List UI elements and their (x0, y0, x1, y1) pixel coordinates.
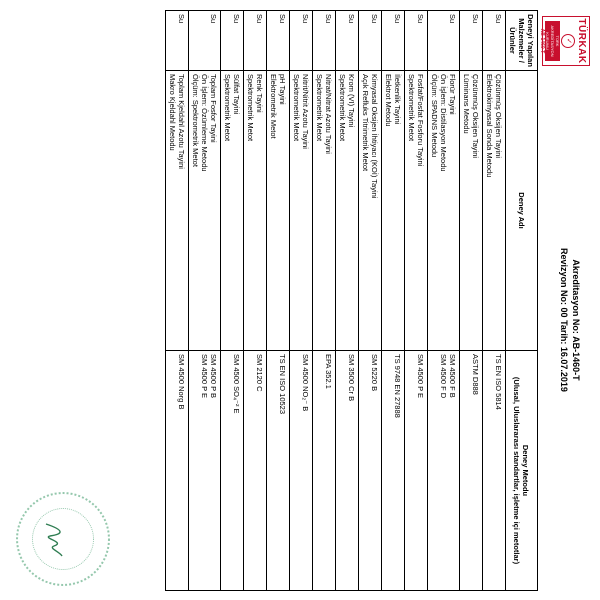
cell-test-name (428, 71, 460, 351)
revision-info: Revizyon No: 00 Tarih: 16.07.2019 (559, 248, 569, 392)
cell-test-name (189, 71, 221, 351)
test-name-line: Çözünmüş Oksijen Tayini (494, 74, 503, 159)
test-name-line: Elektrometrik Metot (269, 74, 278, 139)
table-row (189, 11, 221, 591)
cell-test-name (166, 71, 189, 351)
logo-emblem-icon: ✓ (561, 34, 575, 48)
test-name-line: Toplam Fosfor Tayini (209, 74, 218, 143)
cell-test-name (336, 71, 359, 351)
cell-test-method (221, 351, 244, 591)
document-title (558, 170, 582, 470)
logo-brand: TÜRKAK (576, 18, 587, 64)
test-name-line: Elektrokimyasal Sonda Metodu (485, 74, 494, 178)
cell-test-method (290, 351, 313, 591)
cell-test-method (428, 351, 460, 591)
test-name-line: Sülfat Tayini (232, 74, 241, 115)
table-row (483, 11, 506, 591)
table-row (166, 11, 189, 591)
header-test-name: Deney Adı (506, 71, 538, 351)
test-method-line: TS EN ISO 5814 (494, 354, 503, 410)
cell-test-name (405, 71, 428, 351)
table-row (290, 11, 313, 591)
test-method-line: SM 4500 SO₄⁻² E (232, 354, 241, 414)
cell-test-method (313, 351, 336, 591)
table-header-row (506, 11, 538, 591)
test-name-line: Ölçüm: SPADNS Metodu (430, 74, 439, 158)
cell-test-name (460, 71, 483, 351)
table-row (428, 11, 460, 591)
header-method-sub: (Ulusal, Uluslararası standartlar, işletme içi metotlar) (512, 376, 522, 565)
turkak-logo (539, 16, 590, 66)
cell-material: Su (382, 11, 405, 71)
table-row (313, 11, 336, 591)
test-method-line: SM 4500 F B (448, 354, 457, 398)
cell-test-method (244, 351, 267, 591)
cell-test-method (405, 351, 428, 591)
test-name-line: Spektrometrik Metot (315, 74, 324, 142)
test-name-line: Kimyasal Oksijen İhtiyacı (KOİ) Tayini (370, 74, 379, 199)
table-body (166, 11, 506, 591)
cell-material: Su (336, 11, 359, 71)
cell-material: Su (189, 11, 221, 71)
test-name-line: Florür Tayini (448, 74, 457, 115)
accreditation-table (165, 10, 538, 591)
cell-material: Su (166, 11, 189, 71)
header-material: Deneyi Yapılan Malzemeler / Ürünler (506, 11, 538, 71)
cell-test-name (244, 71, 267, 351)
test-name-line: Renk Tayini (255, 74, 264, 113)
cell-test-name (483, 71, 506, 351)
cell-material: Su (267, 11, 290, 71)
test-name-line: Makro Kjeldahl Metodu (168, 74, 177, 151)
test-name-line: Spektrometrik Metot (338, 74, 347, 142)
test-method-line: SM 4500 P E (416, 354, 425, 399)
table-row (405, 11, 428, 591)
cell-test-name (290, 71, 313, 351)
cell-test-name (382, 71, 405, 351)
test-name-line: Ön İşlem: Distilasyon Metodu (439, 74, 448, 172)
test-name-line: Nitrat/Nitrat Azotu Tayini (324, 74, 333, 154)
test-name-line: Açık Refluks Titrimetrik Metot (361, 74, 370, 172)
test-method-line: SM 4500 P E (200, 354, 209, 399)
cell-material: Su (313, 11, 336, 71)
test-name-line: Nitrit/Nitrit Azotu Tayini (301, 74, 310, 149)
cell-test-method (267, 351, 290, 591)
table-row (244, 11, 267, 591)
test-method-line: SM 4500 P B (209, 354, 218, 399)
header-test-method (506, 351, 538, 591)
document-header (540, 10, 592, 590)
test-name-line: Çözünmüş Oksijen Tayini (471, 74, 480, 159)
test-method-line: EPA 352.1 (324, 354, 333, 389)
test-method-line: SM 5220 B (370, 354, 379, 392)
cell-test-method (166, 351, 189, 591)
test-name-line: Krom (VI) Tayini (347, 74, 356, 128)
test-method-line: TS 9748 EN 27888 (393, 354, 402, 418)
cell-material: Su (221, 11, 244, 71)
cell-material: Su (405, 11, 428, 71)
cell-test-method (359, 351, 382, 591)
test-method-line: SM 3500 Cr B (347, 354, 356, 402)
test-name-line: Ön İşlem: Özümleme Metodu (200, 74, 209, 172)
cell-test-method (382, 351, 405, 591)
cell-test-method (336, 351, 359, 591)
cell-material: Su (460, 11, 483, 71)
table-row (336, 11, 359, 591)
test-name-line: Fosfat/Fosfat Fosforu Tayini (416, 74, 425, 167)
cell-material: Su (290, 11, 313, 71)
table-row (221, 11, 244, 591)
test-method-line: ASTM D888 (471, 354, 480, 395)
table-row (460, 11, 483, 591)
test-method-line: SM 4500 F D (439, 354, 448, 399)
cell-test-name (221, 71, 244, 351)
table-row (267, 11, 290, 591)
cell-material: Su (244, 11, 267, 71)
cell-test-name (267, 71, 290, 351)
test-name-line: Elektrot Metodu (384, 74, 393, 127)
test-name-line: Spektrometrik Metot (246, 74, 255, 142)
cell-test-name (359, 71, 382, 351)
cell-test-method (460, 351, 483, 591)
table-row (382, 11, 405, 591)
test-name-line: İletkenlik Tayini (393, 74, 402, 125)
logo-subtitle: TÜRK AKREDİTASYON KURUMU (545, 21, 560, 61)
test-name-line: Lüminans Metodu (462, 74, 471, 134)
test-method-line: SM 2120 C (255, 354, 264, 392)
accreditation-number: Akreditasyon No: AB-1460-T (571, 259, 581, 381)
signature (40, 520, 70, 560)
logo-code: AB-1460-T (539, 28, 545, 54)
test-method-line: TS EN ISO 10523 (278, 354, 287, 415)
cell-test-method (189, 351, 221, 591)
test-method-line: SM 4500 NO₂⁻ B (301, 354, 310, 412)
test-name-line: Ölçüm: Spektrometrik Metot (191, 74, 200, 167)
table-row (359, 11, 382, 591)
test-name-line: Spektrometrik Metot (407, 74, 416, 142)
cell-test-method (483, 351, 506, 591)
test-name-line: Toplam Kjeldahl Azotu Tayini (177, 74, 186, 169)
header-method-title: Deney Metodu (521, 444, 531, 497)
cell-test-name (313, 71, 336, 351)
test-name-line: Spektrometrik Metot (223, 74, 232, 142)
cell-material: Su (483, 11, 506, 71)
test-name-line: pH Tayini (278, 74, 287, 105)
cell-material: Su (359, 11, 382, 71)
cell-material: Su (428, 11, 460, 71)
test-name-line: Spektrometrik Metot (292, 74, 301, 142)
test-method-line: SM 4500 Norg B (177, 354, 186, 410)
